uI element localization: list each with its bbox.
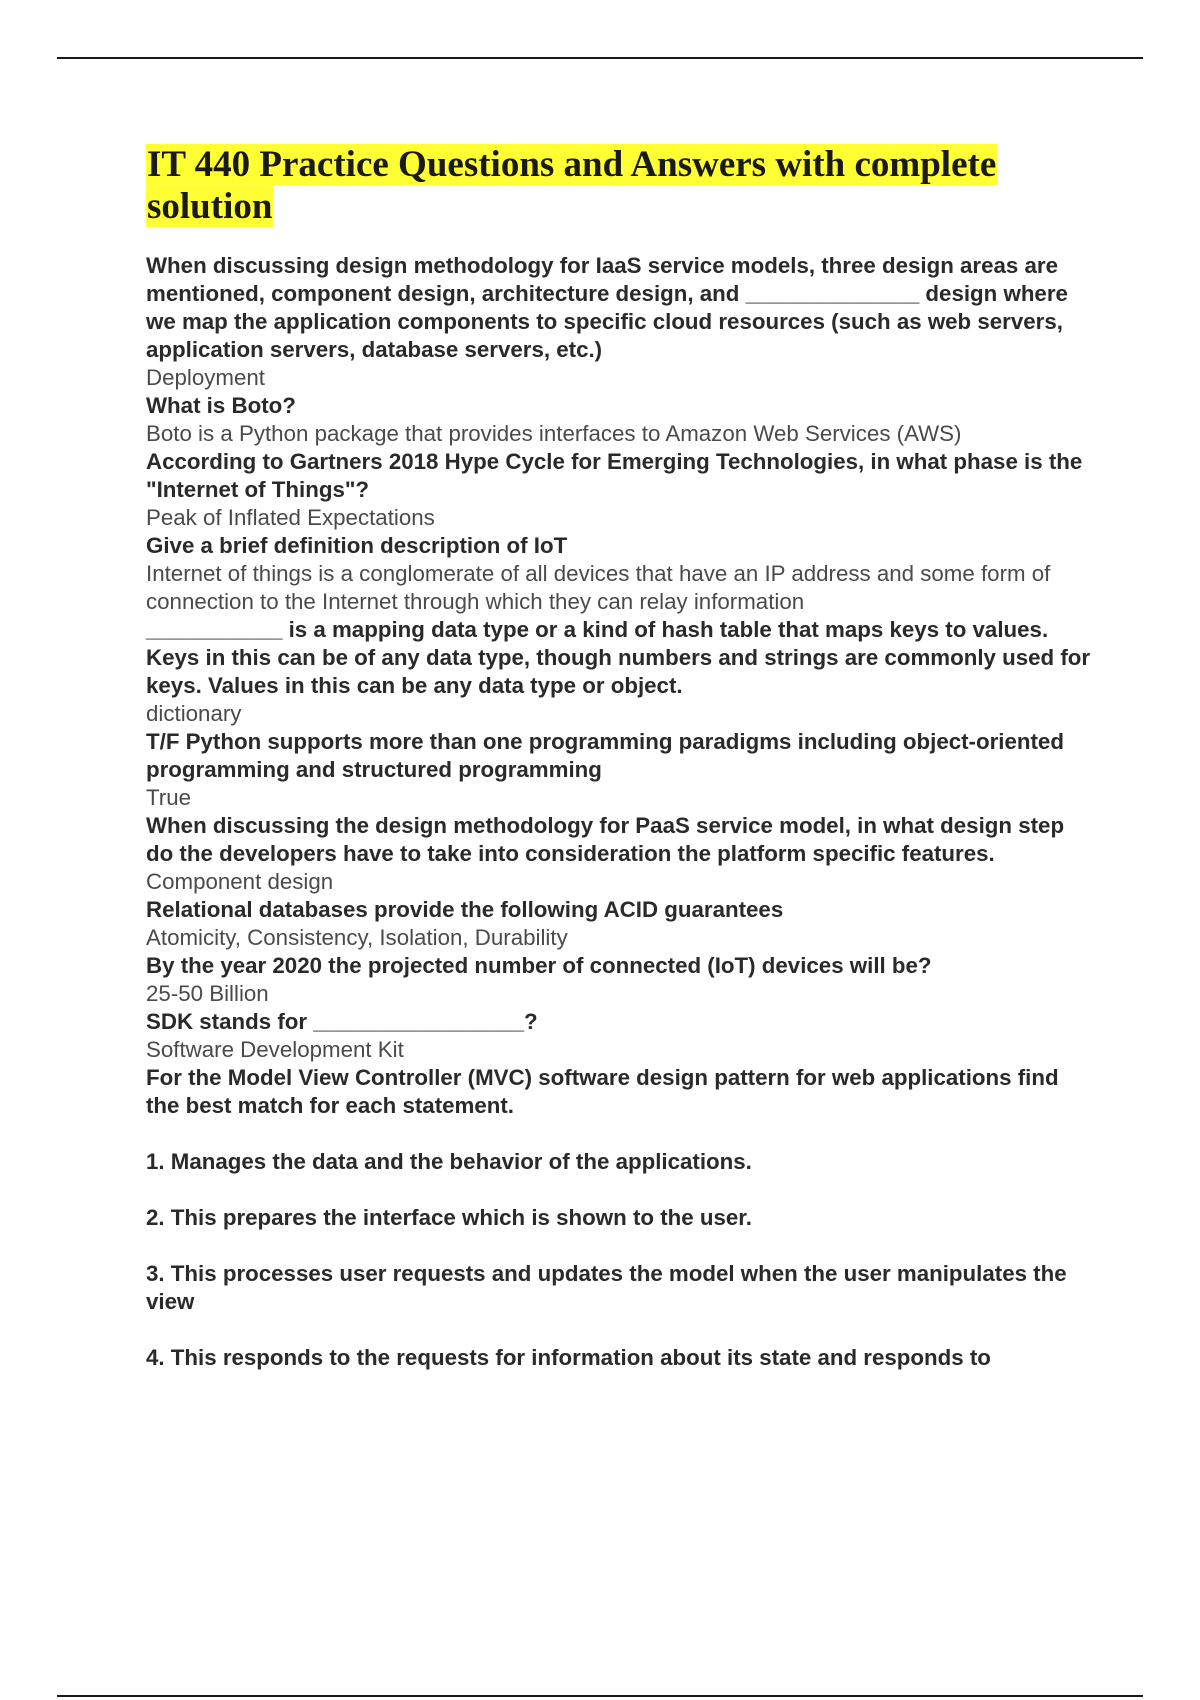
- mvc-statement: 4. This responds to the requests for information about its state and responds to: [146, 1345, 991, 1370]
- qa-item: [146, 952, 1096, 1008]
- qa-item: [146, 392, 1096, 448]
- answer-text: Atomicity, Consistency, Isolation, Durability: [146, 925, 568, 950]
- highlighted-title-text: IT 440 Practice Questions and Answers with complete solution: [147, 144, 997, 227]
- qa-item: [146, 728, 1096, 812]
- question-text: According to Gartners 2018 Hype Cycle for Emerging Technologies, in what phase is the "Internet of Things"?: [146, 449, 1083, 502]
- mvc-statement: 3. This processes user requests and updates the model when the user manipulates the view: [146, 1261, 1067, 1314]
- question-text: By the year 2020 the projected number of connected (IoT) devices will be?: [146, 953, 932, 978]
- question-text: SDK stands for _________________?: [146, 1009, 538, 1034]
- qa-item: [146, 448, 1096, 532]
- qa-item-mvc: [146, 1064, 1096, 1120]
- question-text: Relational databases provide the following ACID guarantees: [146, 897, 784, 922]
- answer-text: Software Development Kit: [146, 1037, 404, 1062]
- mvc-statement: 1. Manages the data and the behavior of the applications.: [146, 1149, 752, 1174]
- qa-item: [146, 896, 1096, 952]
- question-text: What is Boto?: [146, 393, 296, 418]
- qa-list: [146, 252, 1096, 1120]
- qa-item: [146, 1008, 1096, 1064]
- mvc-statement-list: [146, 1148, 1096, 1372]
- question-text: T/F Python supports more than one programming paradigms including object-oriented programming and structured programming: [146, 729, 1064, 782]
- answer-text: Boto is a Python package that provides interfaces to Amazon Web Services (AWS): [146, 421, 962, 446]
- answer-text: True: [146, 785, 192, 810]
- question-text: When discussing the design methodology for PaaS service model, in what design step do the developers have to take into consideration the platform specific features.: [146, 813, 1065, 866]
- answer-text: Deployment: [146, 365, 265, 390]
- answer-text: 25-50 Billion: [146, 981, 269, 1006]
- qa-item: [146, 252, 1096, 392]
- answer-text: Component design: [146, 869, 334, 894]
- answer-text: dictionary: [146, 701, 242, 726]
- mvc-statement: 2. This prepares the interface which is shown to the user.: [146, 1205, 752, 1230]
- document-body: [146, 144, 1096, 1400]
- answer-text: Internet of things is a conglomerate of all devices that have an IP address and some form of connection to the Internet through which they can relay information: [146, 561, 1051, 614]
- question-text: When discussing design methodology for IaaS service models, three design areas are mentioned, component design, architecture design, and ______________ design where we map the application components to specific cloud resources (such as web servers, application servers, database servers, etc.): [146, 253, 1068, 362]
- qa-item: [146, 616, 1096, 728]
- answer-text: Peak of Inflated Expectations: [146, 505, 435, 530]
- question-text: Give a brief definition description of IoT: [146, 533, 568, 558]
- question-text: ___________ is a mapping data type or a kind of hash table that maps keys to values. Keys in this can be of any data type, though numbers and strings are commonly used for keys. Values in this can be any data type or object.: [146, 617, 1091, 698]
- bottom-rule: [57, 1695, 1143, 1697]
- top-rule: [57, 57, 1143, 59]
- qa-item: [146, 812, 1096, 896]
- qa-item: [146, 532, 1096, 616]
- page-title: [146, 144, 1096, 228]
- question-text: For the Model View Controller (MVC) software design pattern for web applications find the best match for each statement.: [146, 1065, 1059, 1118]
